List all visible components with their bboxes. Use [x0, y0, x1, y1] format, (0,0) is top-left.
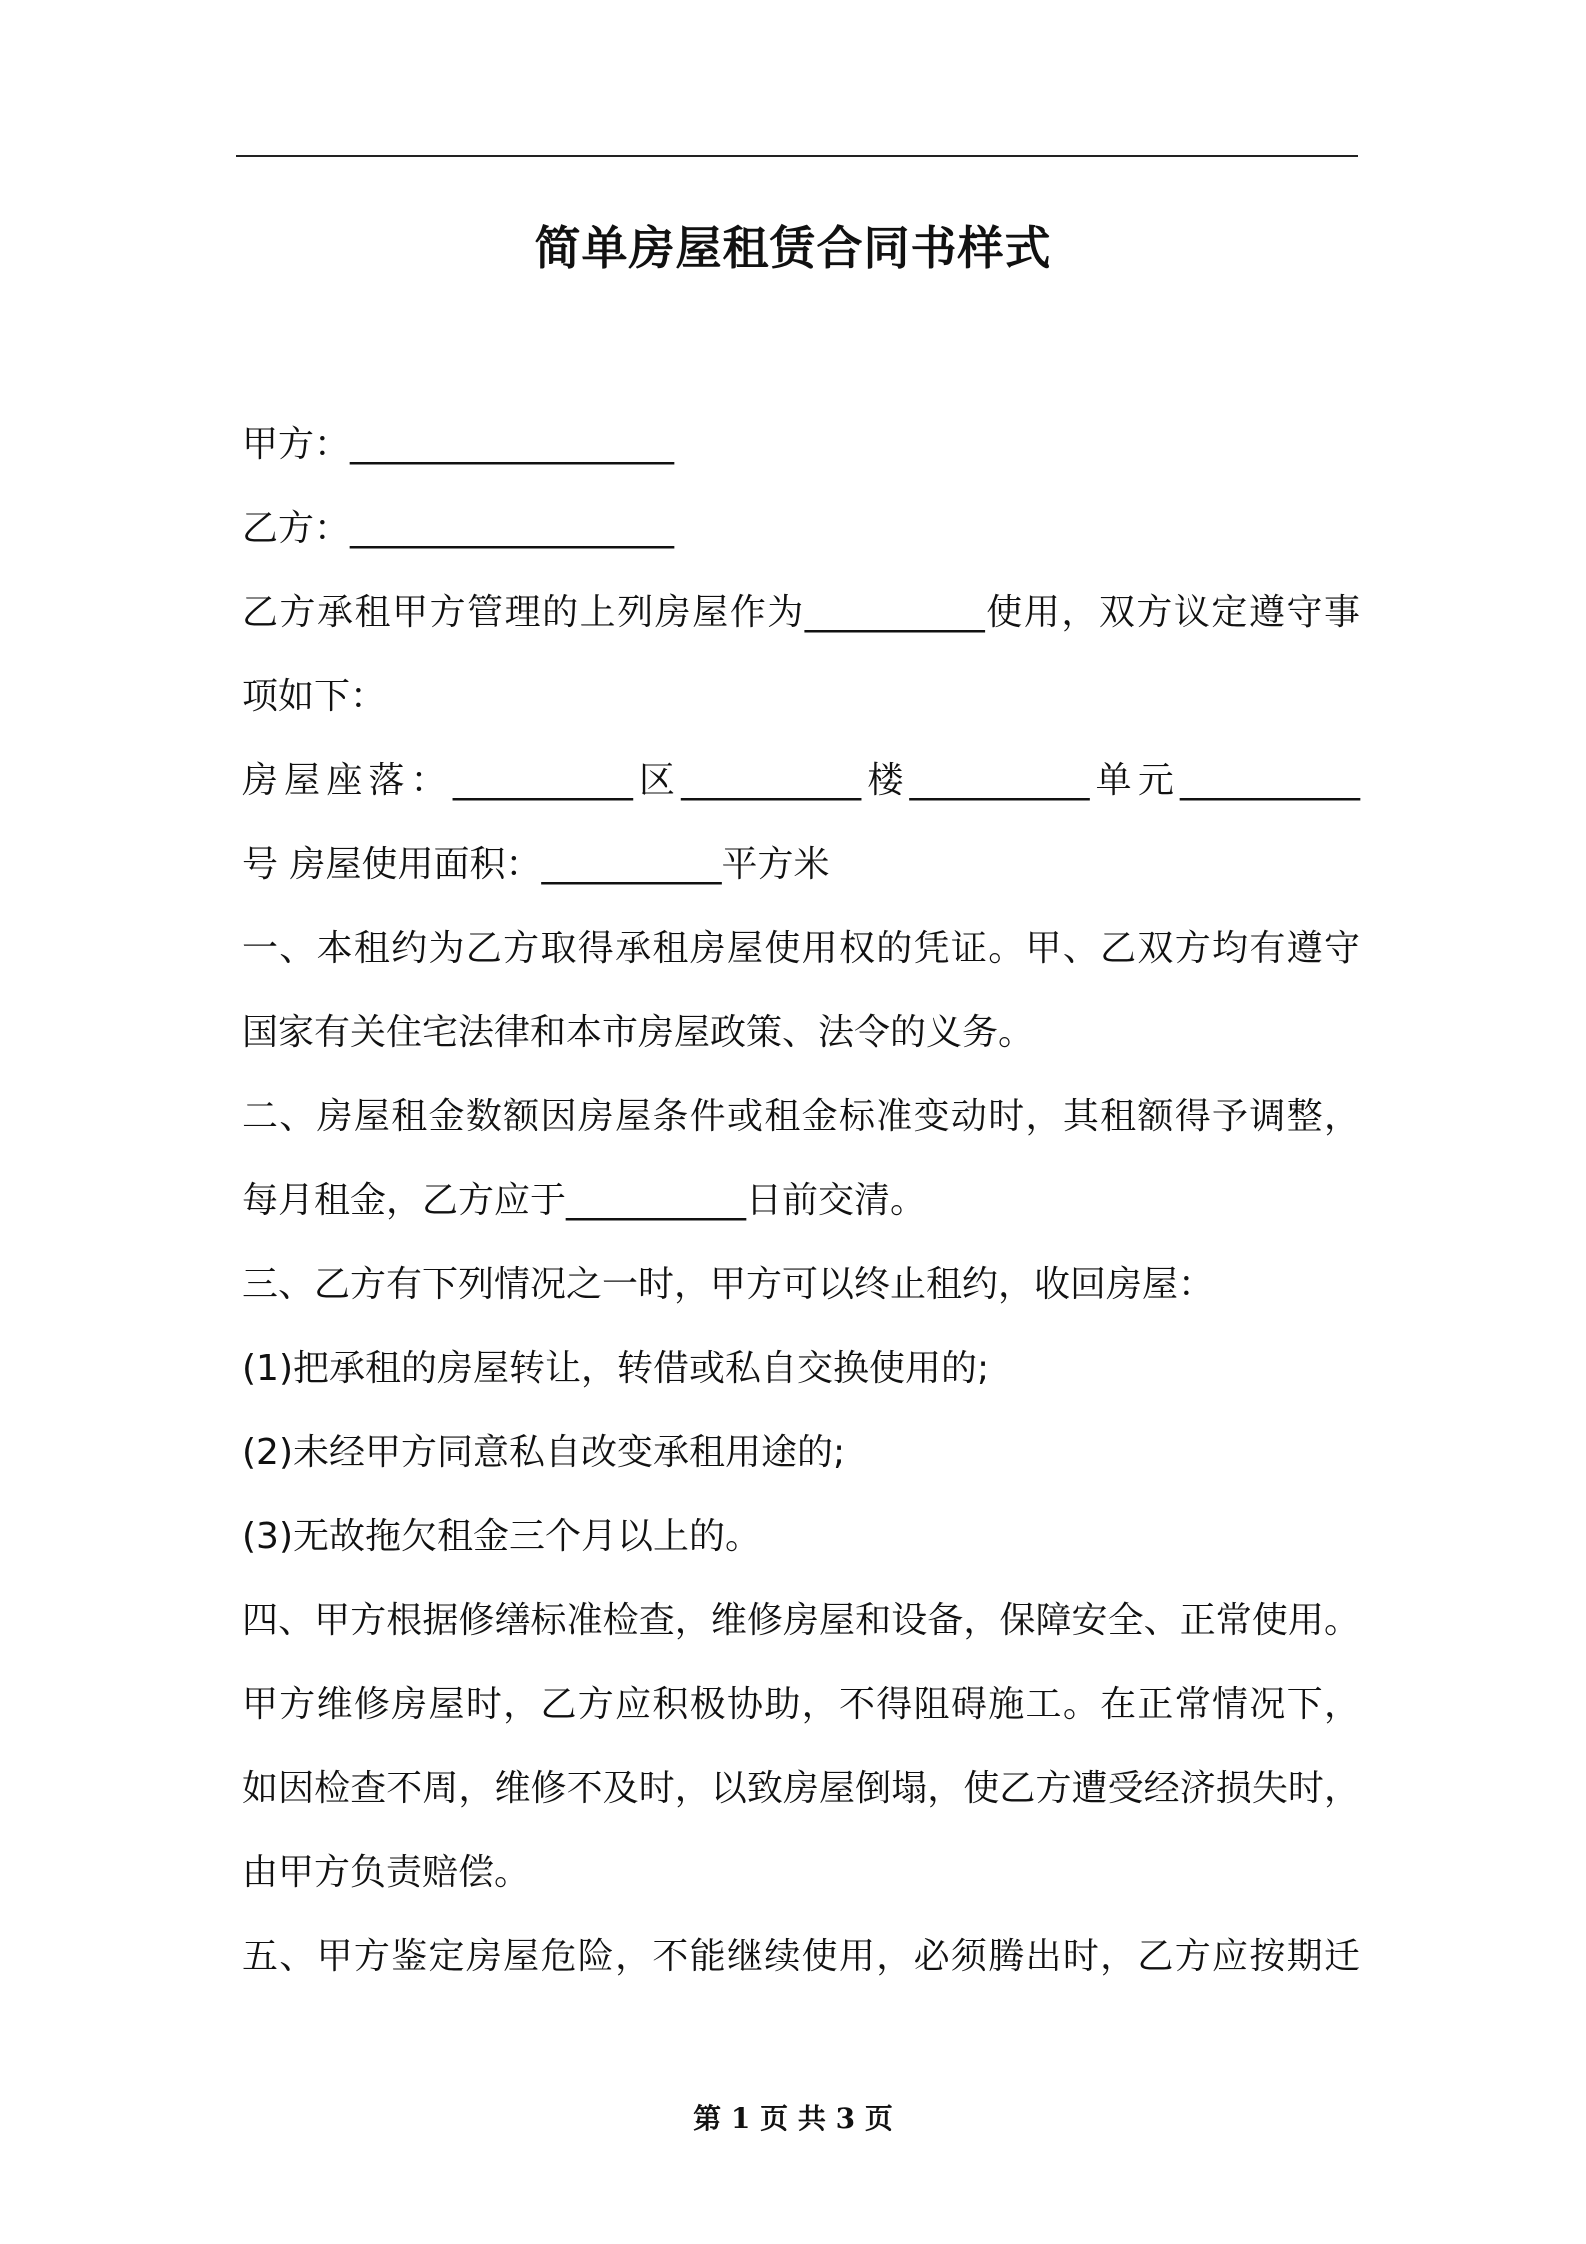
clause-3-item: (1)把承租的房屋转让，转借或私自交换使用的; — [242, 1348, 990, 1389]
clause-4-line: 甲方维修房屋时，乙方应积极协助，不得阻碍施工。在正常情况下， — [242, 1684, 1360, 1725]
party-b-line: 乙方：__________________ — [242, 508, 675, 549]
address-line: 房屋座落：__________区__________楼__________单元__________ — [242, 760, 1360, 801]
document-body — [242, 403, 1360, 1999]
clause-4-line: 四、甲方根据修缮标准检查，维修房屋和设备，保障安全、正常使用。 — [242, 1600, 1360, 1641]
clause-4-line: 如因检查不周，维修不及时，以致房屋倒塌，使乙方遭受经济损失时， — [242, 1768, 1360, 1809]
party-a-line: 甲方：__________________ — [242, 424, 675, 465]
header-rule — [236, 155, 1358, 157]
clause-1-line: 一、本租约为乙方取得承租房屋使用权的凭证。甲、乙双方均有遵守 — [242, 928, 1360, 969]
clause-5-line: 五、甲方鉴定房屋危险，不能继续使用，必须腾出时，乙方应按期迁 — [242, 1936, 1360, 1977]
clause-1-line: 国家有关住宅法律和本市房屋政策、法令的义务。 — [242, 1012, 1035, 1053]
page-number: 第 1 页 共 3 页 — [693, 2102, 893, 2135]
clause-3-item: (2)未经甲方同意私自改变承租用途的; — [242, 1432, 846, 1473]
clause-4-line: 由甲方负责赔偿。 — [242, 1852, 531, 1893]
paragraph-line: 项如下： — [242, 676, 387, 717]
clause-3-line: 三、乙方有下列情况之一时，甲方可以终止租约，收回房屋： — [242, 1264, 1215, 1305]
area-line: 号 房屋使用面积：__________平方米 — [242, 844, 830, 885]
paragraph-line: 乙方承租甲方管理的上列房屋作为__________使用，双方议定遵守事 — [242, 592, 1360, 633]
clause-2-line: 二、房屋租金数额因房屋条件或租金标准变动时，其租额得予调整， — [242, 1096, 1360, 1137]
document-title: 简单房屋租赁合同书样式 — [534, 221, 1052, 275]
clause-3-item: (3)无故拖欠租金三个月以上的。 — [242, 1516, 761, 1557]
clause-2-line: 每月租金，乙方应于__________日前交清。 — [242, 1180, 927, 1221]
